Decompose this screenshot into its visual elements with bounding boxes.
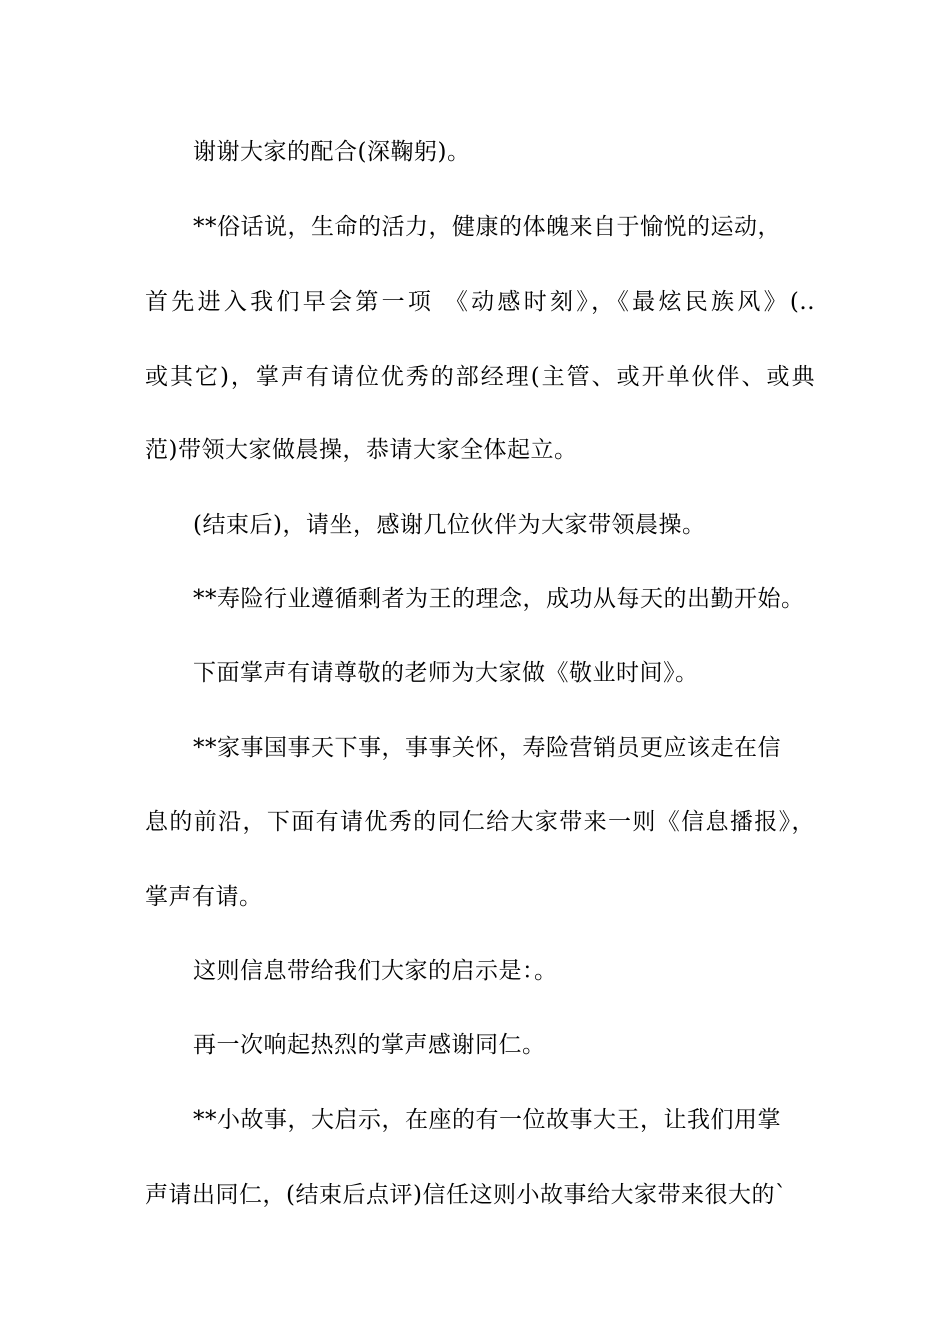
paragraph-line: **寿险行业遵循剩者为王的理念，成功从每天的出勤开始。 [193, 586, 805, 612]
paragraph-line: **小故事，大启示，在座的有一位故事大王，让我们用掌 [193, 1107, 781, 1133]
paragraph-line: 掌声有请。 [145, 884, 263, 910]
paragraph-line: 谢谢大家的配合(深鞠躬)。 [193, 139, 471, 165]
paragraph-line: 下面掌声有请尊敬的老师为大家做《敬业时间》。 [193, 660, 699, 686]
paragraph-line: 首先进入我们早会第一项 《动感时刻》，《最炫民族风》(.. [145, 289, 815, 315]
paragraph-line: 这则信息带给我们大家的启示是：。 [193, 958, 558, 984]
paragraph-line: 再一次响起热烈的掌声感谢同仁。 [193, 1032, 546, 1058]
paragraph-line: 范)带领大家做晨操，恭请大家全体起立。 [145, 437, 578, 463]
paragraph-line: **家事国事天下事，事事关怀，寿险营销员更应该走在信 [193, 735, 781, 761]
paragraph-line: (结束后)，请坐，感谢几位伙伴为大家带领晨操。 [193, 512, 706, 538]
paragraph-line: 或其它)，掌声有请位优秀的部经理(主管、或开单伙伴、或典 [145, 364, 815, 390]
paragraph-line: 声请出同仁，(结束后点评)信任这则小故事给大家带来很大的` [145, 1182, 787, 1208]
paragraph-line: 息的前沿，下面有请优秀的同仁给大家带来一则《信息播报》， [145, 809, 815, 835]
paragraph-line: **俗话说，生命的活力，健康的体魄来自于愉悦的运动， [193, 214, 781, 240]
